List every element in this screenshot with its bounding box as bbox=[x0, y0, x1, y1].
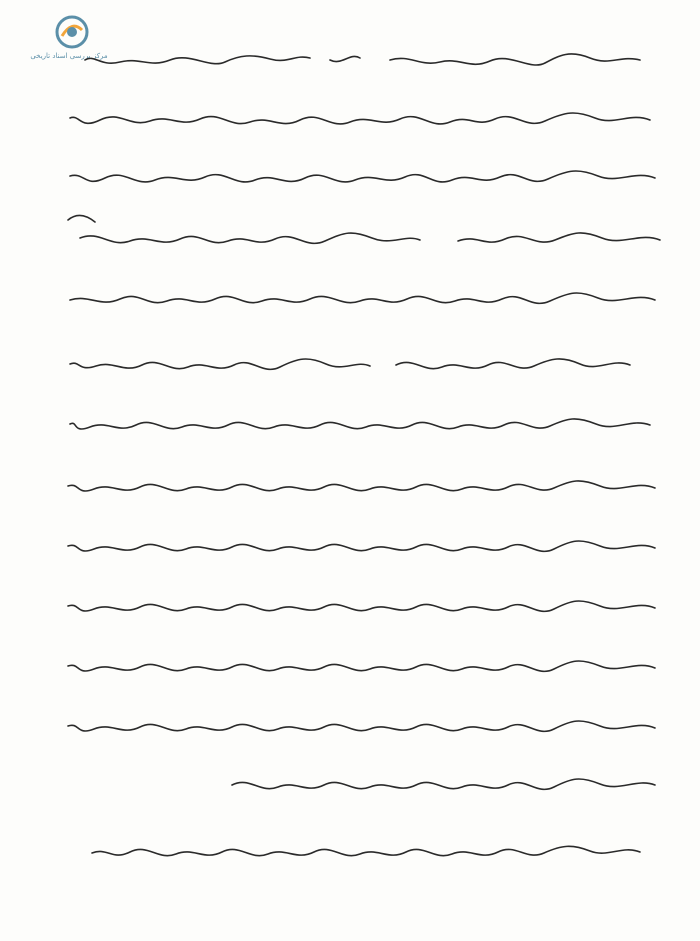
handwritten-line bbox=[68, 721, 655, 731]
handwritten-line bbox=[70, 293, 655, 303]
paragraph-1 bbox=[68, 54, 660, 303]
paragraph-3 bbox=[92, 846, 640, 855]
watermark-text: مرکز بررسی اسناد تاریخی bbox=[30, 52, 108, 60]
paragraph-2 bbox=[68, 359, 655, 789]
handwritten-line bbox=[92, 846, 640, 855]
handwritten-line bbox=[232, 779, 655, 789]
handwritten-line bbox=[68, 481, 655, 491]
handwritten-line bbox=[68, 215, 660, 243]
handwritten-line bbox=[68, 661, 655, 671]
handwritten-line bbox=[70, 419, 650, 429]
handwritten-line bbox=[68, 601, 655, 611]
handwritten-line bbox=[70, 113, 650, 124]
handwritten-line bbox=[70, 171, 655, 182]
handwritten-line bbox=[68, 541, 655, 551]
